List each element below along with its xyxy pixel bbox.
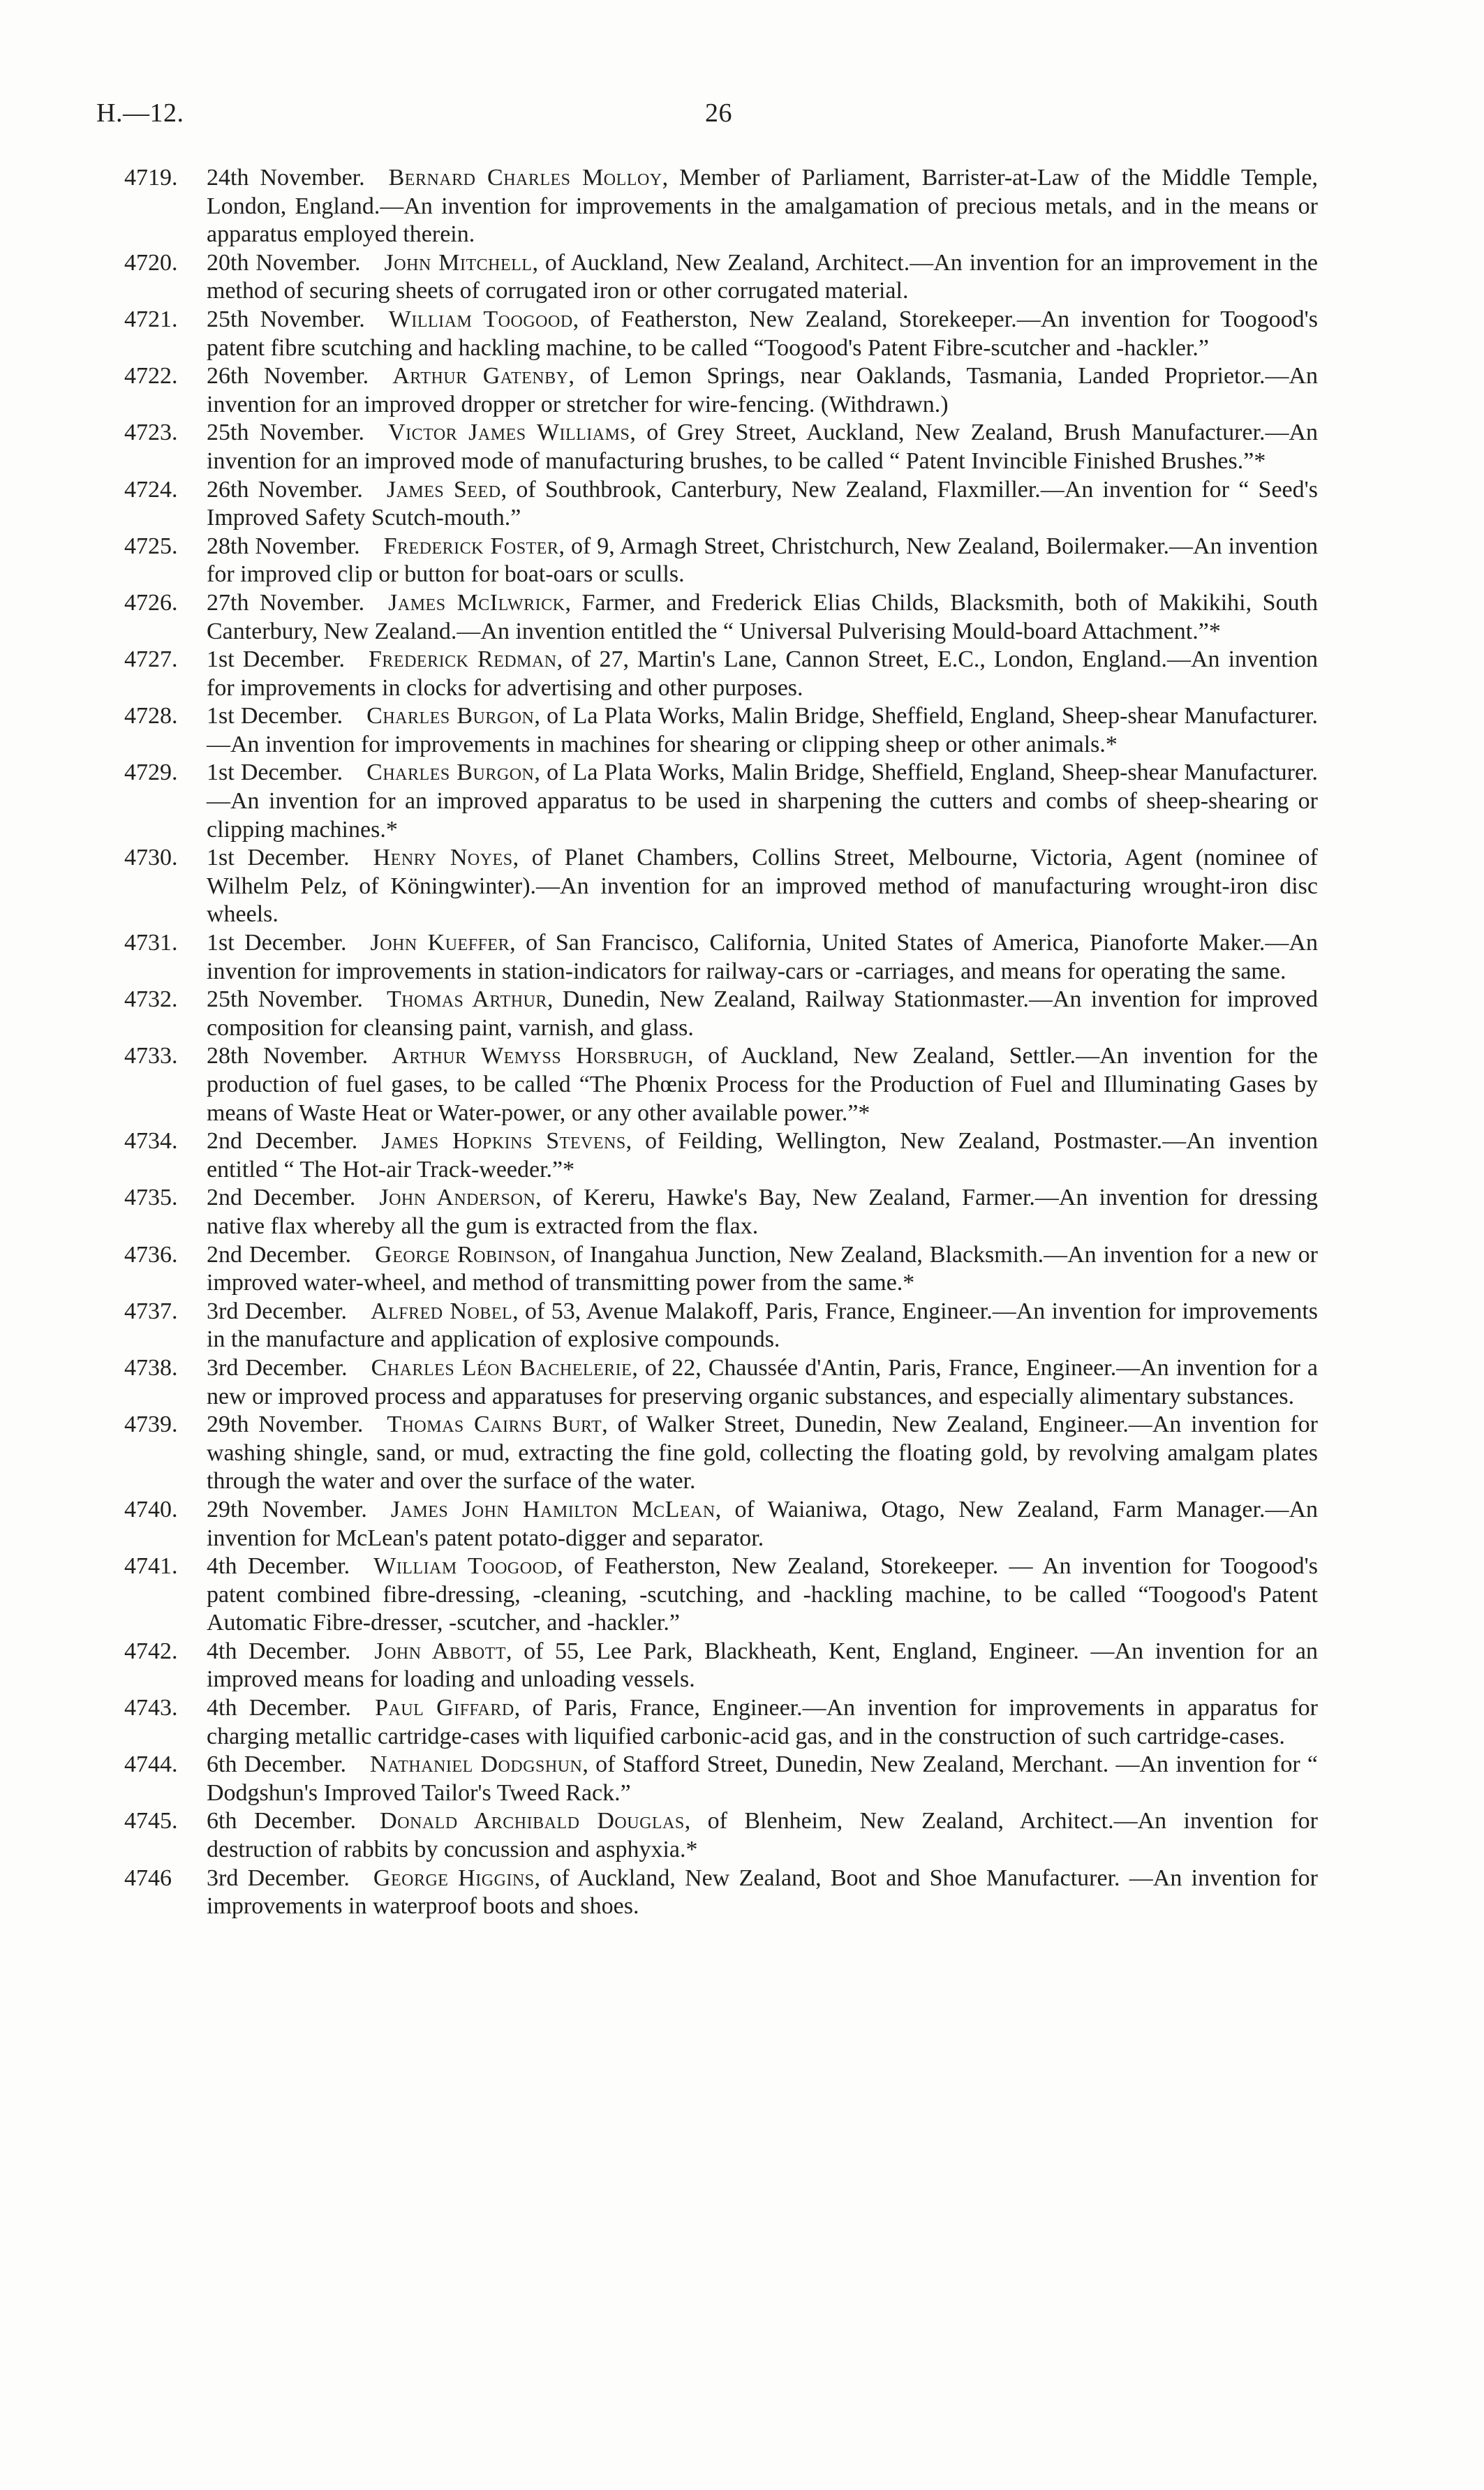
entry-date: 2nd December. [207, 1241, 352, 1268]
applicant-name: Charles Burgon [366, 703, 535, 729]
patent-entries-list [124, 164, 1318, 1921]
patent-entry [124, 646, 1318, 702]
patent-entry [124, 1552, 1318, 1638]
entry-description: , of Waianiwa, Otago, New Zealand, Farm Manager.—An invention for McLean's patent potato-digger and separator. [207, 1496, 1319, 1551]
applicant-name: James Seed [386, 476, 501, 503]
entry-number: 4728. [124, 703, 178, 729]
entry-number: 4720. [124, 249, 178, 276]
entry-date: 6th December. [207, 1751, 347, 1778]
entry-number: 4725. [124, 533, 178, 559]
applicant-name: Frederick Redman [369, 646, 557, 673]
applicant-name: Arthur Wemyss Horsbrugh [392, 1043, 688, 1069]
applicant-name: George Higgins [373, 1865, 535, 1891]
entry-date: 1st December. [207, 930, 347, 956]
entry-number: 4736. [124, 1241, 178, 1268]
entry-date: 3rd December. [207, 1298, 348, 1324]
patent-entry [124, 929, 1318, 986]
entry-number: 4732. [124, 986, 178, 1013]
applicant-name: George Robinson [375, 1241, 551, 1268]
entry-number: 4740. [124, 1496, 178, 1522]
patent-entry [124, 249, 1318, 306]
entry-description: , of Featherston, New Zealand, Storekeeper.—An invention for Toogood's patent fibre scutching and hackling machine, to be called “Toogood's Patent Fibre-scutcher and -hackler.” [207, 306, 1319, 361]
applicant-name: James John Hamilton McLean [390, 1496, 715, 1522]
patent-entry [124, 1751, 1318, 1807]
page-header [96, 98, 1332, 140]
applicant-name: John Abbott [374, 1638, 506, 1664]
applicant-name: John Mitchell [384, 249, 533, 276]
applicant-name: Arthur Gatenby [392, 363, 569, 390]
entry-date: 3rd December. [207, 1354, 348, 1381]
entry-date: 1st December. [207, 703, 343, 729]
entry-date: 25th November. [207, 986, 363, 1013]
applicant-name: James McIlwrick [388, 589, 565, 616]
entry-date: 6th December. [207, 1808, 357, 1835]
patent-entry [124, 759, 1318, 844]
applicant-name: Victor James Williams [388, 420, 630, 446]
entry-number: 4719. [124, 165, 178, 191]
entry-number: 4724. [124, 476, 178, 503]
patent-entry [124, 1298, 1318, 1354]
applicant-name: John Kueffer [370, 930, 510, 956]
entry-description: , of 27, Martin's Lane, Cannon Street, E.C., London, England.—An invention for improvements in clocks for advertising and other purposes. [207, 646, 1319, 701]
applicant-name: Thomas Arthur [386, 986, 547, 1013]
entry-number: 4738. [124, 1354, 178, 1381]
entry-date: 29th November. [207, 1411, 364, 1438]
patent-entry [124, 306, 1318, 362]
entry-description: , Dunedin, New Zealand, Railway Stationmaster.—An invention for improved composition for cleansing paint, varnish, and glass. [207, 986, 1319, 1041]
entry-number: 4727. [124, 646, 178, 673]
patent-entry [124, 533, 1318, 589]
patent-entry [124, 1694, 1318, 1751]
entry-description: , Farmer, and Frederick Elias Childs, Blacksmith, both of Makikihi, South Canterbury, New Zealand.—An invention entitled the “ Universal Pulverising Mould-board Attachment.”* [207, 589, 1319, 644]
patent-entry [124, 1496, 1318, 1552]
entry-number: 4742. [124, 1638, 178, 1664]
entry-date: 28th November. [207, 533, 360, 559]
applicant-name: Frederick Foster [383, 533, 559, 559]
patent-entry [124, 1241, 1318, 1298]
entry-date: 26th November. [207, 476, 363, 503]
entry-date: 2nd December. [207, 1185, 356, 1211]
entry-description: , of Lemon Springs, near Oaklands, Tasmania, Landed Proprietor.—An invention for an improved dropper or stretcher for wire-fencing. (Withdrawn.) [207, 363, 1319, 417]
entry-number: 4741. [124, 1553, 178, 1580]
patent-entry [124, 844, 1318, 929]
applicant-name: John Anderson [379, 1185, 536, 1211]
patent-entry [124, 476, 1318, 533]
patent-entry [124, 1354, 1318, 1411]
entry-description: , of Inangahua Junction, New Zealand, Blacksmith.—An invention for a new or improved water-wheel, and method of transmitting power from the same.* [207, 1241, 1319, 1296]
entry-description: , of Kereru, Hawke's Bay, New Zealand, Farmer.—An invention for dressing native flax whereby all the gum is extracted from the flax. [207, 1185, 1319, 1239]
entry-number: 4731. [124, 930, 178, 956]
patent-entry [124, 419, 1318, 475]
applicant-name: Bernard Charles Molloy [388, 165, 662, 191]
entry-number: 4723. [124, 420, 178, 446]
entry-date: 27th November. [207, 589, 365, 616]
entry-number: 4735. [124, 1185, 178, 1211]
entry-number: 4739. [124, 1411, 178, 1438]
patent-entry [124, 1411, 1318, 1496]
page-number: 26 [705, 98, 732, 128]
patent-entry [124, 986, 1318, 1042]
entry-description: , of 9, Armagh Street, Christchurch, New Zealand, Boilermaker.—An invention for improved clip or button for boat-oars or sculls. [207, 533, 1319, 588]
entry-date: 4th December. [207, 1638, 351, 1664]
entry-description: , Member of Parliament, Barrister-at-Law of the Middle Temple, London, England.—An invention for improvements in the amalgamation of precious metals, and in the means or apparatus employed therein. [207, 165, 1319, 248]
entry-description: , of Planet Chambers, Collins Street, Melbourne, Victoria, Agent (nominee of Wilhelm Pelz, of Köningwinter).—An invention for an improved method of manufacturing wrought-iron disc wheels. [207, 845, 1318, 928]
entry-date: 4th December. [207, 1553, 350, 1580]
entry-date: 1st December. [207, 759, 343, 786]
patent-entry [124, 1184, 1318, 1240]
entry-description: , of Grey Street, Auckland, New Zealand, Brush Manufacturer.—An invention for an improved mode of manufacturing brushes, to be called “ Patent Invincible Finished Brushes.”* [207, 420, 1318, 474]
document-code: H.—12. [96, 98, 184, 128]
entry-description: , of La Plata Works, Malin Bridge, Sheffield, England, Sheep-shear Manufacturer.—An invention for an improved apparatus to be used in sharpening the cutters and combs of sheep-shearing or clipping machines.* [207, 759, 1318, 843]
applicant-name: Donald Archibald Douglas [380, 1808, 685, 1835]
entry-number: 4744. [124, 1751, 178, 1778]
patent-entry [124, 1042, 1318, 1127]
applicant-name: Nathaniel Dodgshun [370, 1751, 583, 1778]
patent-entry [124, 164, 1318, 249]
entry-date: 24th November. [207, 165, 365, 191]
entry-number: 4729. [124, 759, 178, 786]
entry-date: 4th December. [207, 1695, 352, 1721]
applicant-name: Charles Léon Bachelerie [371, 1354, 632, 1381]
entry-number: 4734. [124, 1128, 178, 1155]
entry-description: , of Featherston, New Zealand, Storekeeper. — An invention for Toogood's patent combined fibre-dressing, -cleaning, -scutching, and -hackling machine, to be called “Toogood's Patent Automatic Fibre-dresser, -scutcher, and -hackler.” [207, 1553, 1318, 1636]
entry-description: , of Southbrook, Canterbury, New Zealand, Flaxmiller.—An invention for “ Seed's Improved Safety Scutch-mouth.” [207, 476, 1318, 531]
entry-description: , of Auckland, New Zealand, Boot and Shoe Manufacturer. —An invention for improvements in waterproof boots and shoes. [207, 1865, 1318, 1920]
patent-entry [124, 1865, 1318, 1921]
applicant-name: Paul Giffard [375, 1695, 514, 1721]
patent-entry [124, 1807, 1318, 1864]
entry-number: 4743. [124, 1695, 178, 1721]
applicant-name: James Hopkins Stevens [381, 1128, 626, 1155]
entry-date: 20th November. [207, 249, 361, 276]
entry-date: 1st December. [207, 845, 350, 871]
entry-number: 4733. [124, 1043, 178, 1069]
patent-entry [124, 1638, 1318, 1694]
entry-date: 26th November. [207, 363, 369, 390]
entry-description: , of Auckland, New Zealand, Settler.—An invention for the production of fuel gases, to be called “The Phœnix Process for the Production of Fuel and Illuminating Gases by means of Waste Heat or Water-power, or any other available power.”* [207, 1043, 1318, 1126]
entry-description: , of Stafford Street, Dunedin, New Zealand, Merchant. —An invention for “ Dodgshun's Improved Tailor's Tweed Rack.” [207, 1751, 1318, 1806]
entry-description: , of La Plata Works, Malin Bridge, Sheffield, England, Sheep-shear Manufacturer.—An invention for improvements in machines for shearing or clipping sheep or other animals.* [207, 703, 1318, 757]
patent-entry [124, 1127, 1318, 1184]
entry-date: 28th November. [207, 1043, 369, 1069]
entry-date: 2nd December. [207, 1128, 358, 1155]
entry-number: 4730. [124, 845, 178, 871]
entry-description: , of San Francisco, California, United States of America, Pianoforte Maker.—An invention for improvements in station-indicators for railway-cars or -carriages, and means for operating the same. [207, 930, 1318, 984]
applicant-name: Thomas Cairns Burt [387, 1411, 602, 1438]
entry-description: , of Feilding, Wellington, New Zealand, Postmaster.—An invention entitled “ The Hot-air Track-weeder.”* [207, 1128, 1318, 1183]
entry-number: 4722. [124, 363, 178, 390]
entry-description: , of Walker Street, Dunedin, New Zealand, Engineer.—An invention for washing shingle, sand, or mud, extracting the fine gold, collecting the floating gold, by revolving amalgam plates through the water and over the surface of the water. [207, 1411, 1318, 1495]
applicant-name: Charles Burgon [366, 759, 535, 786]
applicant-name: William Toogood [373, 1553, 558, 1580]
applicant-name: Henry Noyes [373, 845, 513, 871]
entry-date: 3rd December. [207, 1865, 350, 1891]
entry-date: 25th November. [207, 306, 365, 332]
applicant-name: William Toogood [388, 306, 573, 332]
entry-number: 4726. [124, 589, 178, 616]
entry-description: , of 55, Lee Park, Blackheath, Kent, England, Engineer. —An invention for an improved means for loading and unloading vessels. [207, 1638, 1318, 1693]
entry-description: , of Auckland, New Zealand, Architect.—An invention for an improvement in the method of securing sheets of corrugated iron or other corrugated material. [207, 249, 1318, 304]
patent-entry [124, 702, 1318, 759]
patent-entry [124, 362, 1318, 419]
entry-number: 4745. [124, 1808, 178, 1835]
entry-description: , of 22, Chaussée d'Antin, Paris, France, Engineer.—An invention for a new or improved process and apparatuses for preserving organic substances, and especially alimentary substances. [207, 1354, 1319, 1409]
entry-description: , of 53, Avenue Malakoff, Paris, France, Engineer.—An invention for improvements in the manufacture and application of explosive compounds. [207, 1298, 1318, 1353]
entry-number: 4737. [124, 1298, 178, 1324]
patent-entry [124, 589, 1318, 646]
entry-number: 4746 [124, 1865, 172, 1891]
entry-date: 1st December. [207, 646, 346, 673]
entry-number: 4721. [124, 306, 178, 332]
entry-date: 29th November. [207, 1496, 367, 1522]
applicant-name: Alfred Nobel [371, 1298, 513, 1324]
entry-description: , of Blenheim, New Zealand, Architect.—An invention for destruction of rabbits by concussion and asphyxia.* [207, 1808, 1318, 1863]
entry-date: 25th November. [207, 420, 365, 446]
entry-description: , of Paris, France, Engineer.—An invention for improvements in apparatus for charging metallic cartridge-cases with liquified carbonic-acid gas, and in the construction of such cartridge-cases. [207, 1695, 1318, 1749]
